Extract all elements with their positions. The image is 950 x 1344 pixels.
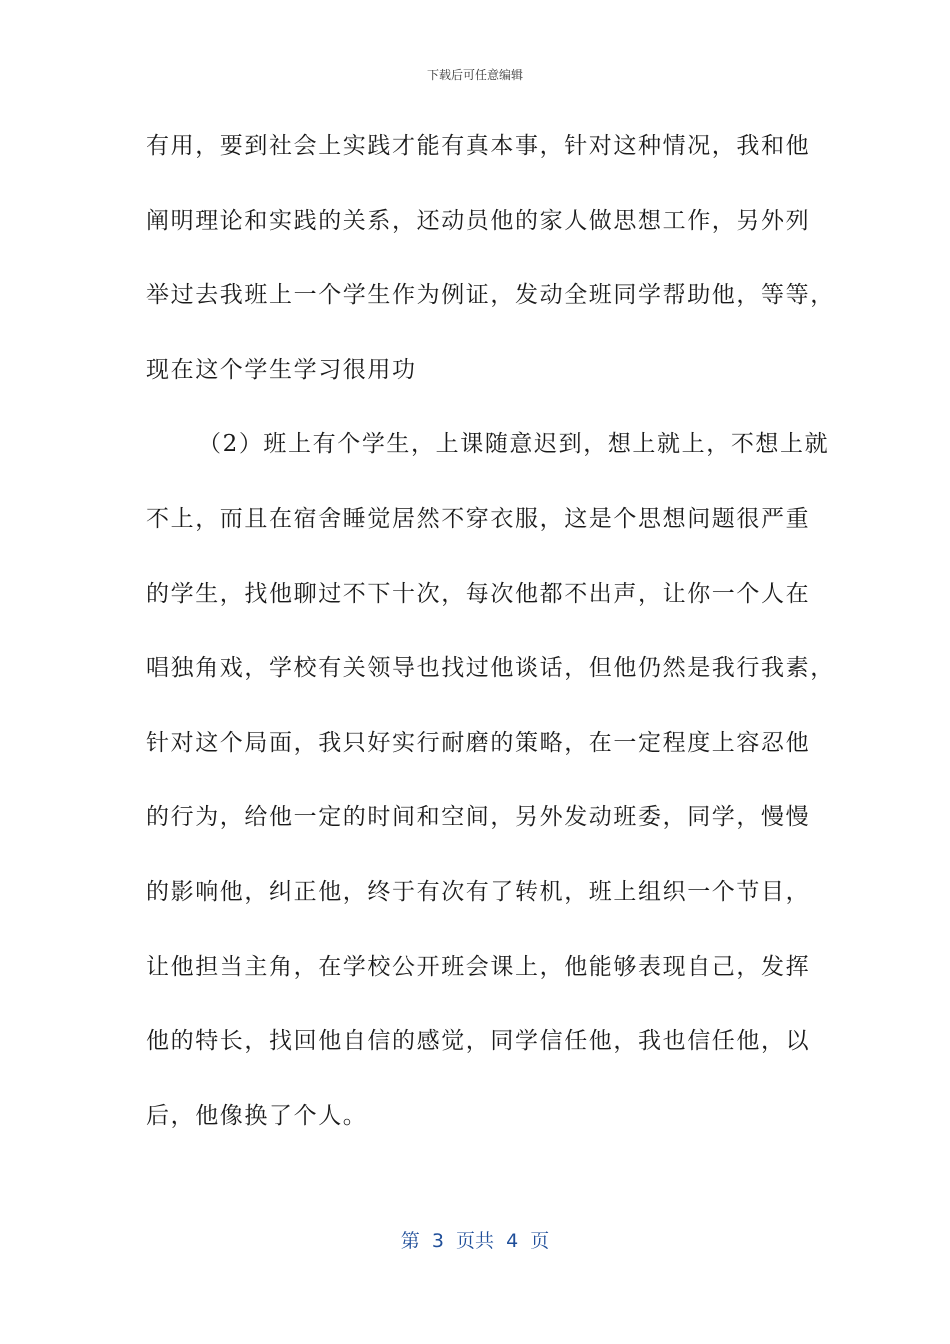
text-line: 现在这个学生学习很用功: [146, 356, 417, 383]
page-header: 下载后可任意编辑: [426, 68, 523, 82]
text-line: 唱独角戏，学校有关领导也找过他谈话，但他仍然是我行我素，: [146, 655, 835, 682]
text-line: 有用，要到社会上实践才能有真本事，针对这种情况，我和他: [146, 133, 811, 159]
text-line: 后，他像换了个人。: [146, 1102, 368, 1129]
document-body: [146, 124, 835, 1168]
paragraph-start-line: （2）班上有个学生，上课随意迟到，想上就上，不想上就: [198, 431, 830, 458]
text-line: 他的特长，找回他自信的感觉，同学信任他，我也信任他，以: [146, 1028, 811, 1055]
text-line: 的影响他，纠正他，终于有次有了转机，班上组织一个节目，: [146, 878, 811, 905]
text-line: 举过去我班上一个学生作为例证，发动全班同学帮助他，等等，: [146, 282, 835, 309]
text-line: 的学生，找他聊过不下十次，每次他都不出声，让你一个人在: [146, 580, 811, 607]
text-line: 针对这个局面，我只好实行耐磨的策略，在一定程度上容忍他: [146, 729, 811, 756]
text-line: 不上，而且在宿舍睡觉居然不穿衣服，这是个思想问题很严重: [146, 505, 811, 532]
text-line: 的行为，给他一定的时间和空间，另外发动班委，同学，慢慢: [146, 804, 811, 831]
text-line: 让他担当主角，在学校公开班会课上，他能够表现自己，发挥: [146, 953, 811, 980]
text-line: 阐明理论和实践的关系，还动员他的家人做思想工作，另外列: [146, 207, 811, 234]
page-number-footer: 第 3 页共 4 页: [400, 1230, 550, 1252]
